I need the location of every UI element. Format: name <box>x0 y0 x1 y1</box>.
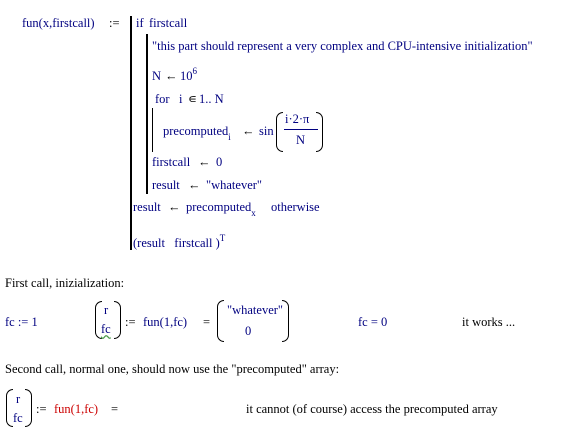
return-vector: (result firstcall )$^T$ <box>133 233 226 250</box>
for-range: 1.. N <box>199 92 224 106</box>
second-vector-r: r <box>16 392 21 406</box>
sin-function: sin <box>259 124 274 138</box>
first-call-heading: First call, inizialization: <box>5 276 125 290</box>
otherwise-assign-arrow: ← <box>168 200 181 214</box>
for-block-bar <box>152 108 153 152</box>
function-name: fun(x,firstcall) <box>22 16 95 30</box>
n-value: $10^6$ <box>180 66 197 83</box>
second-vector-left-paren <box>6 389 13 427</box>
assign-operator: := <box>109 16 120 30</box>
first-result-top: "whatever" <box>227 303 284 317</box>
n-variable: N <box>152 69 162 83</box>
if-block-bar <box>146 34 148 194</box>
first-result-left-paren <box>217 300 224 342</box>
element-of-symbol: ∊ <box>188 92 197 106</box>
initialization-comment: "this part should represent a very complex and CPU-intensive initialization" <box>152 39 533 53</box>
fraction-numerator: i·2·π <box>285 112 310 126</box>
loop-assign-arrow: ← <box>242 124 255 138</box>
fc-assignment[interactable]: fc := 1 <box>5 315 38 329</box>
first-call-expression[interactable]: fun(1,fc) <box>143 315 188 329</box>
firstcall-assign-arrow: ← <box>198 155 211 169</box>
result-assign-arrow: ← <box>188 178 201 192</box>
first-vector-right-paren <box>114 301 121 339</box>
first-equals: = <box>203 315 211 329</box>
sin-left-paren <box>276 112 283 152</box>
fc-evaluation[interactable]: fc = 0 <box>358 315 388 329</box>
second-call-expression-error[interactable]: fun(1,fc) <box>54 402 99 416</box>
for-keyword: for <box>155 92 170 106</box>
otherwise-precomputed: precomputed$_x$ <box>186 200 256 218</box>
program-bar <box>130 16 132 250</box>
firstcall-variable: firstcall <box>152 155 191 169</box>
otherwise-keyword: otherwise <box>271 200 320 214</box>
precomputed-element: precomputed$_i$ <box>163 124 231 142</box>
second-call-heading: Second call, normal one, should now use the "precomputed" array: <box>5 362 340 376</box>
for-variable: i <box>179 92 183 106</box>
fraction-line <box>284 129 318 130</box>
if-condition: firstcall <box>149 16 188 30</box>
second-vector-fc: fc <box>13 411 23 425</box>
local-assign-arrow: ← <box>165 69 178 83</box>
result-variable: result <box>152 178 180 192</box>
firstcall-value: 0 <box>216 155 223 169</box>
result-value: "whatever" <box>206 178 263 192</box>
second-vector-right-paren <box>25 389 32 427</box>
first-vector-r: r <box>104 303 109 317</box>
first-result-bottom: 0 <box>245 324 252 338</box>
first-result-right-paren <box>282 300 289 342</box>
first-call-note: it works ... <box>462 315 516 329</box>
if-keyword: if <box>136 16 144 30</box>
fraction-denominator: N <box>296 133 306 147</box>
first-vector-fc: fc <box>101 322 111 336</box>
first-assign-operator: := <box>125 315 136 329</box>
sin-right-paren <box>316 112 323 152</box>
second-assign-operator: := <box>36 402 47 416</box>
second-call-error-note: it cannot (of course) access the precomputed array <box>246 402 498 416</box>
second-equals: = <box>111 402 119 416</box>
otherwise-result-variable: result <box>133 200 161 214</box>
